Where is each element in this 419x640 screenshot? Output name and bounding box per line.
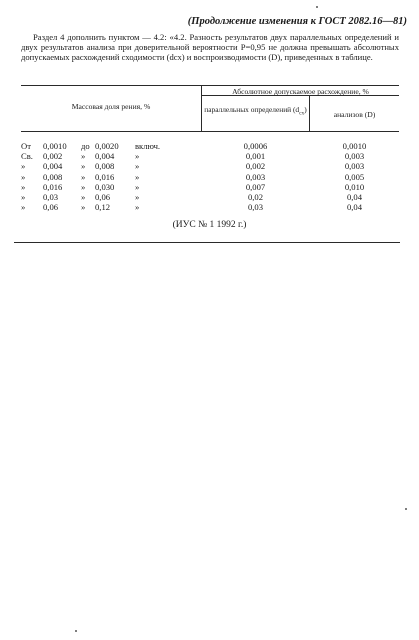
table-row (21, 182, 399, 192)
row-prefix: » (21, 171, 26, 182)
row-to: 0,030 (95, 181, 115, 192)
table-row (21, 172, 399, 182)
row-mid: » (81, 181, 86, 192)
row-prefix: » (21, 202, 26, 213)
row-suffix: » (135, 191, 140, 202)
row-D: 0,010 (344, 181, 365, 192)
row-suffix: » (135, 151, 140, 162)
row-from: 0,016 (43, 181, 63, 192)
row-prefix: » (21, 161, 26, 172)
row-d: 0,003 (245, 171, 266, 182)
row-prefix: » (21, 181, 26, 192)
col-header-analyses: анализов (D) (333, 110, 376, 119)
col-header-mass: Массовая доля рения, % (71, 102, 151, 111)
row-mid: » (81, 171, 86, 182)
row-to: 0,0020 (95, 141, 119, 151)
row-mid: » (81, 151, 86, 162)
row-to: 0,12 (95, 202, 111, 213)
row-prefix: » (21, 191, 26, 202)
row-mid: » (81, 202, 86, 213)
table-top-rule (21, 85, 399, 86)
row-mid: до (81, 141, 90, 151)
row-suffix: » (135, 181, 140, 192)
page-header: (Продолжение изменения к ГОСТ 2082.16—81) (187, 16, 407, 27)
table-row (21, 161, 399, 171)
table-header-rule (21, 131, 399, 132)
table-row (21, 151, 399, 161)
row-d: 0,03 (247, 202, 264, 213)
row-from: 0,03 (43, 191, 59, 202)
row-to: 0,06 (95, 191, 111, 202)
row-suffix: включ. (135, 141, 161, 151)
col-header-parallel-end: ) (304, 105, 307, 114)
row-from: 0,008 (43, 171, 63, 182)
footer-reference: (ИУС № 1 1992 г.) (172, 220, 247, 230)
row-from: 0,06 (43, 202, 59, 213)
row-to: 0,016 (95, 171, 115, 182)
row-from: 0,004 (43, 161, 63, 172)
row-suffix: » (135, 171, 140, 182)
row-mid: » (81, 191, 86, 202)
row-d: 0,007 (245, 181, 266, 192)
col-header-abs: Абсолютное допускаемое расхождение, % (232, 87, 369, 96)
intro-paragraph: Раздел 4 дополнить пунктом — 4.2: «4.2. Разность результатов двух параллельных определений и двух результатов анализа при доверительной вероятности Р=0,95 не должна превышать абсолютных допускаемых расхождений сходимости (dсх) и воспроизводимости (D), приведенных в таблице. (21, 32, 399, 63)
row-D: 0,003 (344, 151, 365, 162)
row-to: 0,008 (95, 161, 115, 172)
row-suffix: » (135, 202, 140, 213)
row-d: 0,0006 (243, 141, 268, 151)
row-d: 0,002 (245, 161, 266, 172)
row-from: 0,0010 (43, 141, 67, 151)
row-suffix: » (135, 161, 140, 172)
row-D: 0,04 (346, 202, 363, 213)
row-from: 0,002 (43, 151, 63, 162)
table-row (21, 141, 399, 151)
col-header-parallel-sub: сх (299, 110, 305, 117)
scan-speck (75, 630, 77, 632)
row-D: 0,0010 (342, 141, 367, 151)
row-D: 0,003 (344, 161, 365, 172)
scan-speck (316, 6, 318, 8)
table-body (21, 141, 399, 212)
table-row (21, 202, 399, 212)
scan-speck (405, 508, 407, 510)
row-D: 0,04 (346, 191, 363, 202)
row-prefix: От (21, 141, 31, 151)
bottom-rule (14, 242, 400, 243)
row-d: 0,02 (247, 191, 264, 202)
row-d: 0,001 (245, 151, 266, 162)
row-mid: » (81, 161, 86, 172)
table-row (21, 192, 399, 202)
row-to: 0,004 (95, 151, 115, 162)
row-prefix: Св. (21, 151, 33, 162)
col-header-parallel-text: параллельных определений (d (204, 105, 300, 114)
col-header-parallel (202, 105, 309, 118)
row-D: 0,005 (344, 171, 365, 182)
